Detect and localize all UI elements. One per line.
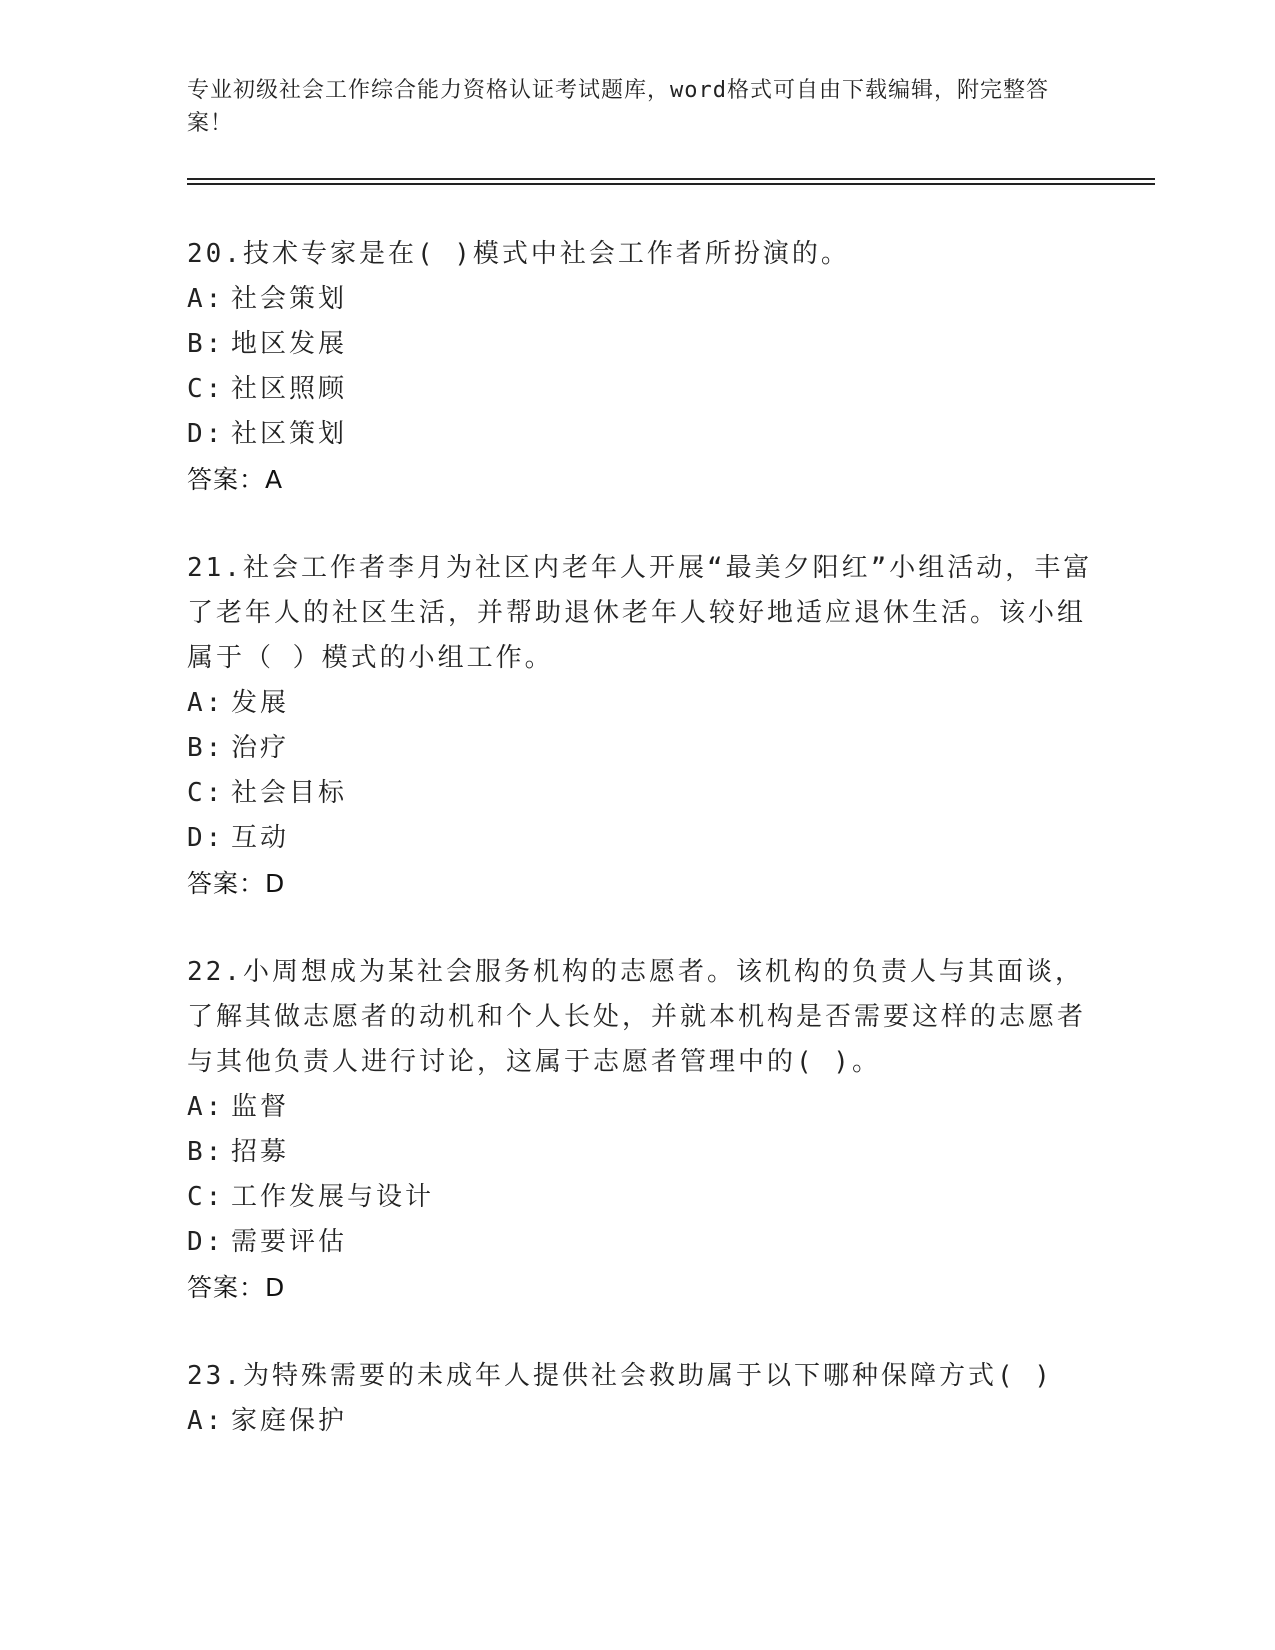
answer-line: 答案：A <box>187 465 284 494</box>
option-letter: D: <box>187 1227 225 1257</box>
question-text: 22.小周想成为某社会服务机构的志愿者。该机构的负责人与其面谈，了解其做志愿者的动机和个人长处，并就本机构是否需要这样的志愿者与其他负责人进行讨论，这属于志愿者管理中的( )。 <box>187 957 1087 1077</box>
question-list <box>187 232 1107 1488</box>
option-text: 社会目标 <box>231 778 348 808</box>
option-d <box>187 1220 1107 1265</box>
option-letter: B: <box>187 329 225 359</box>
option-b <box>187 322 1107 367</box>
option-text: 互动 <box>231 823 290 853</box>
option-b <box>187 1130 1107 1175</box>
header-divider-bottom <box>187 183 1155 185</box>
option-letter: D: <box>187 419 225 449</box>
option-d <box>187 816 1107 861</box>
option-d <box>187 412 1107 457</box>
option-a <box>187 1085 1107 1130</box>
option-letter: C: <box>187 1182 225 1212</box>
option-text: 社会策划 <box>231 284 348 314</box>
question-text: 23.为特殊需要的未成年人提供社会救助属于以下哪种保障方式( ) <box>187 1361 1053 1391</box>
option-letter: A: <box>187 1092 225 1122</box>
option-b <box>187 726 1107 771</box>
option-text: 地区发展 <box>231 329 348 359</box>
question-text: 21.社会工作者李月为社区内老年人开展“最美夕阳红”小组活动，丰富了老年人的社区生活，并帮助退休老年人较好地适应退休生活。该小组属于（ ）模式的小组工作。 <box>187 553 1093 673</box>
question-23 <box>187 1354 1107 1444</box>
option-a <box>187 1399 1107 1444</box>
option-letter: C: <box>187 778 225 808</box>
option-c <box>187 1175 1107 1220</box>
option-text: 招募 <box>231 1137 290 1167</box>
question-21 <box>187 546 1107 906</box>
option-c <box>187 771 1107 816</box>
answer-line: 答案：D <box>187 869 286 898</box>
option-text: 发展 <box>231 688 290 718</box>
document-header: 专业初级社会工作综合能力资格认证考试题库，word格式可自由下载编辑，附完整答案！ <box>187 78 1049 136</box>
option-text: 需要评估 <box>231 1227 348 1257</box>
option-letter: B: <box>187 733 225 763</box>
option-letter: A: <box>187 1406 225 1436</box>
option-letter: B: <box>187 1137 225 1167</box>
question-20 <box>187 232 1107 502</box>
option-letter: D: <box>187 823 225 853</box>
option-text: 工作发展与设计 <box>231 1182 435 1212</box>
answer-line: 答案：D <box>187 1273 286 1302</box>
question-22 <box>187 950 1107 1310</box>
header-divider-top <box>187 178 1155 180</box>
option-text: 治疗 <box>231 733 290 763</box>
option-a <box>187 277 1107 322</box>
question-text: 20.技术专家是在( )模式中社会工作者所扮演的。 <box>187 239 850 269</box>
option-letter: A: <box>187 284 225 314</box>
option-c <box>187 367 1107 412</box>
option-a <box>187 681 1107 726</box>
option-text: 家庭保护 <box>231 1406 348 1436</box>
option-text: 监督 <box>231 1092 290 1122</box>
option-text: 社区照顾 <box>231 374 348 404</box>
option-letter: A: <box>187 688 225 718</box>
option-text: 社区策划 <box>231 419 348 449</box>
option-letter: C: <box>187 374 225 404</box>
